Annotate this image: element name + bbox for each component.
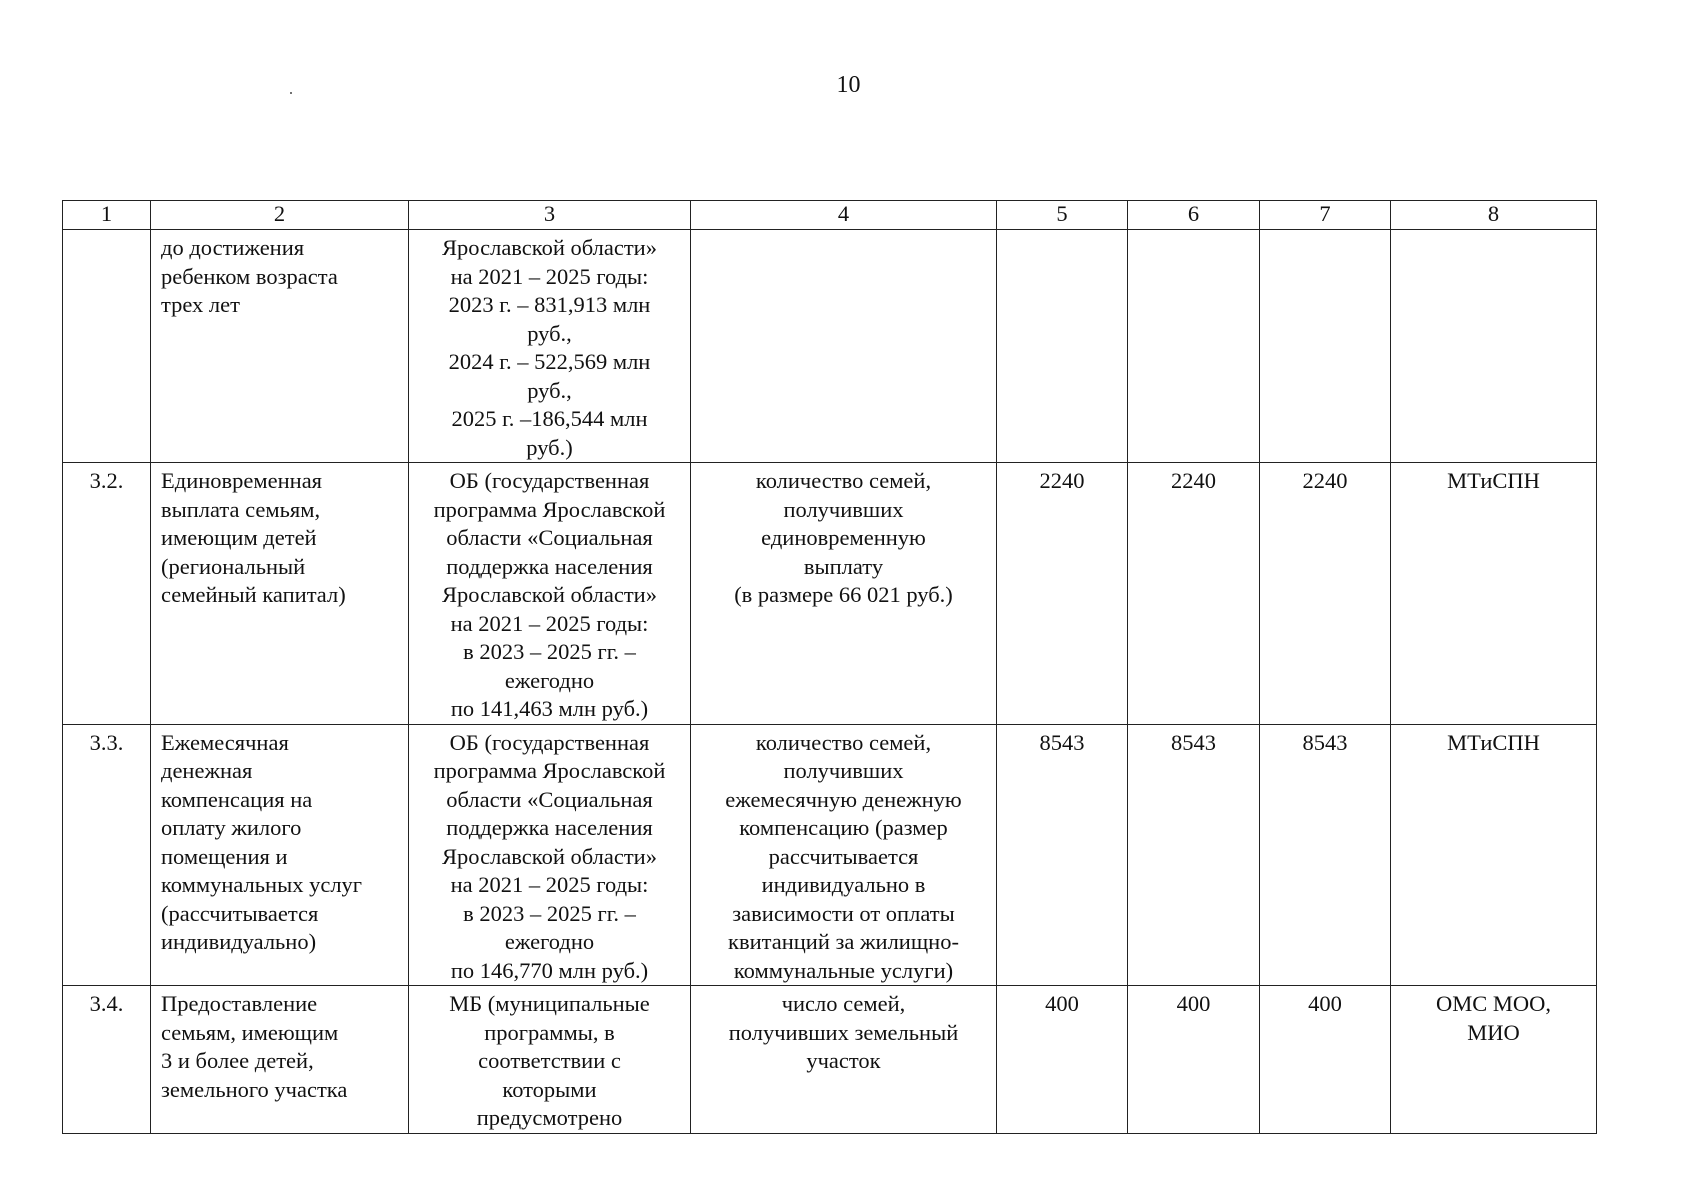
cell-value-col5	[997, 230, 1128, 463]
cell-item-number	[63, 986, 151, 1134]
header-col-5: 5	[997, 201, 1128, 230]
funding-line: поддержка населения	[446, 815, 653, 840]
measure-name-line: земельного участка	[161, 1076, 348, 1102]
measure-name-line: компенсация на	[161, 786, 313, 812]
funding-line: Ярославской области»	[442, 843, 657, 869]
measure-name-line: трех лет	[161, 292, 240, 317]
value-col7: 2240	[1302, 468, 1348, 493]
measure-name-line: Предоставление	[161, 991, 318, 1016]
indicator-line: индивидуально в	[761, 872, 926, 897]
funding-line: руб.)	[526, 434, 573, 460]
cell-executor	[1391, 463, 1597, 725]
measure-name-line: до достижения	[161, 235, 305, 260]
table-row	[63, 986, 1597, 1134]
cell-funding-source	[409, 230, 691, 463]
executor-line: МИО	[1467, 1019, 1520, 1045]
measure-name-line: коммунальных услуг	[161, 872, 363, 897]
cell-indicator	[691, 724, 997, 986]
measure-name-line: (рассчитывается	[161, 900, 319, 926]
executor-line: ОМС МОО,	[1435, 991, 1552, 1016]
value-col7: 400	[1308, 991, 1342, 1016]
indicator-line: участок	[806, 1048, 881, 1073]
measure-name-line: оплату жилого	[161, 815, 302, 840]
value-col6: 2240	[1171, 468, 1216, 493]
cell-executor	[1391, 986, 1597, 1134]
measure-name-line: денежная	[161, 758, 253, 783]
cell-item-number	[63, 230, 151, 463]
value-col5: 2240	[1039, 468, 1085, 493]
indicator-line: число семей,	[781, 991, 906, 1016]
measure-name-line: Ежемесячная	[161, 729, 289, 755]
cell-value-col6	[1128, 986, 1260, 1134]
indicator-line: рассчитывается	[768, 843, 919, 869]
cell-indicator	[691, 230, 997, 463]
indicator-line: получивших	[783, 496, 904, 522]
header-col-8: 8	[1391, 201, 1597, 230]
funding-line: по 146,770 млн руб.)	[450, 957, 649, 983]
funding-line: 2023 г. – 831,913 млн	[448, 292, 651, 317]
cell-measure-name	[151, 230, 409, 463]
item-number: 3.3.	[89, 729, 124, 755]
funding-line: области «Социальная	[446, 525, 653, 550]
indicator-line: выплату	[803, 553, 884, 579]
value-col7: 8543	[1302, 729, 1348, 755]
indicator-line: получивших	[783, 758, 904, 783]
funding-line: поддержка населения	[446, 553, 653, 579]
funding-line: ОБ (государственная	[449, 729, 650, 755]
funding-line: руб.,	[527, 377, 572, 403]
item-number: 3.2.	[89, 468, 124, 493]
funding-line: в 2023 – 2025 гг. –	[463, 639, 636, 664]
cell-value-col6	[1128, 230, 1260, 463]
cell-measure-name	[151, 724, 409, 986]
cell-indicator	[691, 463, 997, 725]
indicator-line: количество семей,	[755, 729, 932, 755]
funding-line: области «Социальная	[446, 786, 653, 812]
value-col6: 400	[1176, 991, 1211, 1016]
measure-name-line: индивидуально)	[161, 929, 317, 954]
header-col-4: 4	[691, 201, 997, 230]
measure-name-line: ребенком возраста	[161, 263, 338, 289]
funding-line: 2025 г. –186,544 млн	[451, 406, 648, 431]
cell-value-col7	[1260, 230, 1391, 463]
header-col-7: 7	[1260, 201, 1391, 230]
indicator-line: коммунальные услуги)	[733, 957, 954, 983]
table-row	[63, 463, 1597, 725]
indicator-line: получивших земельный	[728, 1019, 959, 1045]
table-body	[63, 230, 1597, 1134]
funding-line: на 2021 – 2025 годы:	[450, 263, 649, 289]
executor-line: МТиСПН	[1447, 729, 1540, 755]
header-col-2: 2	[151, 201, 409, 230]
funding-line: программа Ярославской	[433, 496, 666, 522]
cell-indicator	[691, 986, 997, 1134]
header-col-6: 6	[1128, 201, 1260, 230]
cell-funding-source	[409, 463, 691, 725]
cell-value-col6	[1128, 463, 1260, 725]
indicator-line: зависимости от оплаты	[732, 900, 955, 926]
funding-line: программа Ярославской	[433, 758, 666, 783]
item-number: 3.4.	[89, 991, 124, 1016]
funding-line: ежегодно	[504, 667, 595, 693]
funding-line: Ярославской области»	[442, 582, 657, 607]
measure-name-line: (региональный	[161, 553, 306, 579]
measure-name-line: Единовременная	[161, 468, 323, 493]
cell-measure-name	[151, 986, 409, 1134]
cell-measure-name	[151, 463, 409, 725]
measure-name-line: выплата семьям,	[161, 496, 321, 522]
cell-item-number	[63, 724, 151, 986]
indicator-line: количество семей,	[755, 468, 932, 493]
funding-line: 2024 г. – 522,569 млн	[448, 349, 651, 374]
funding-line: соответствии с	[478, 1048, 621, 1073]
measure-name-line: помещения и	[161, 843, 288, 869]
funding-line: на 2021 – 2025 годы:	[450, 610, 649, 636]
value-col5: 8543	[1039, 729, 1085, 755]
scan-speck	[290, 92, 292, 94]
cell-executor	[1391, 724, 1597, 986]
table-row	[63, 230, 1597, 463]
executor-line: МТиСПН	[1447, 468, 1540, 493]
funding-line: по 141,463 млн руб.)	[450, 696, 649, 721]
cell-value-col7	[1260, 463, 1391, 725]
funding-line: на 2021 – 2025 годы:	[450, 872, 649, 897]
table-row	[63, 724, 1597, 986]
cell-value-col6	[1128, 724, 1260, 986]
funding-line: МБ (муниципальные	[449, 991, 650, 1016]
funding-line: Ярославской области»	[442, 235, 657, 260]
funding-line: предусмотрено	[476, 1105, 623, 1130]
cell-value-col5	[997, 986, 1128, 1134]
cell-funding-source	[409, 986, 691, 1134]
funding-line: в 2023 – 2025 гг. –	[463, 900, 636, 926]
measure-name-line: 3 и более детей,	[161, 1048, 314, 1073]
header-col-3: 3	[409, 201, 691, 230]
indicator-line: ежемесячную денежную	[725, 786, 962, 812]
header-row	[63, 201, 1597, 230]
funding-line: программы, в	[484, 1019, 615, 1045]
value-col6: 8543	[1171, 729, 1216, 755]
indicator-line: квитанций за жилищно-	[728, 929, 959, 954]
indicator-line: (в размере 66 021 руб.)	[734, 582, 953, 607]
cell-value-col5	[997, 724, 1128, 986]
cell-executor	[1391, 230, 1597, 463]
indicator-line: единовременную	[761, 525, 926, 550]
measures-table	[62, 200, 1597, 1134]
funding-line: руб.,	[527, 320, 572, 346]
funding-line: ОБ (государственная	[449, 468, 650, 493]
cell-value-col7	[1260, 986, 1391, 1134]
funding-line: ежегодно	[504, 929, 595, 954]
header-col-1: 1	[63, 201, 151, 230]
measure-name-line: семьям, имеющим	[161, 1019, 339, 1045]
page-number: 10	[836, 72, 861, 98]
cell-value-col7	[1260, 724, 1391, 986]
cell-funding-source	[409, 724, 691, 986]
indicator-line: компенсацию (размер	[739, 815, 948, 840]
measure-name-line: имеющим детей	[161, 525, 317, 550]
cell-item-number	[63, 463, 151, 725]
cell-value-col5	[997, 463, 1128, 725]
funding-line: которыми	[502, 1076, 597, 1102]
measure-name-line: семейный капитал)	[161, 582, 346, 607]
value-col5: 400	[1045, 991, 1079, 1016]
